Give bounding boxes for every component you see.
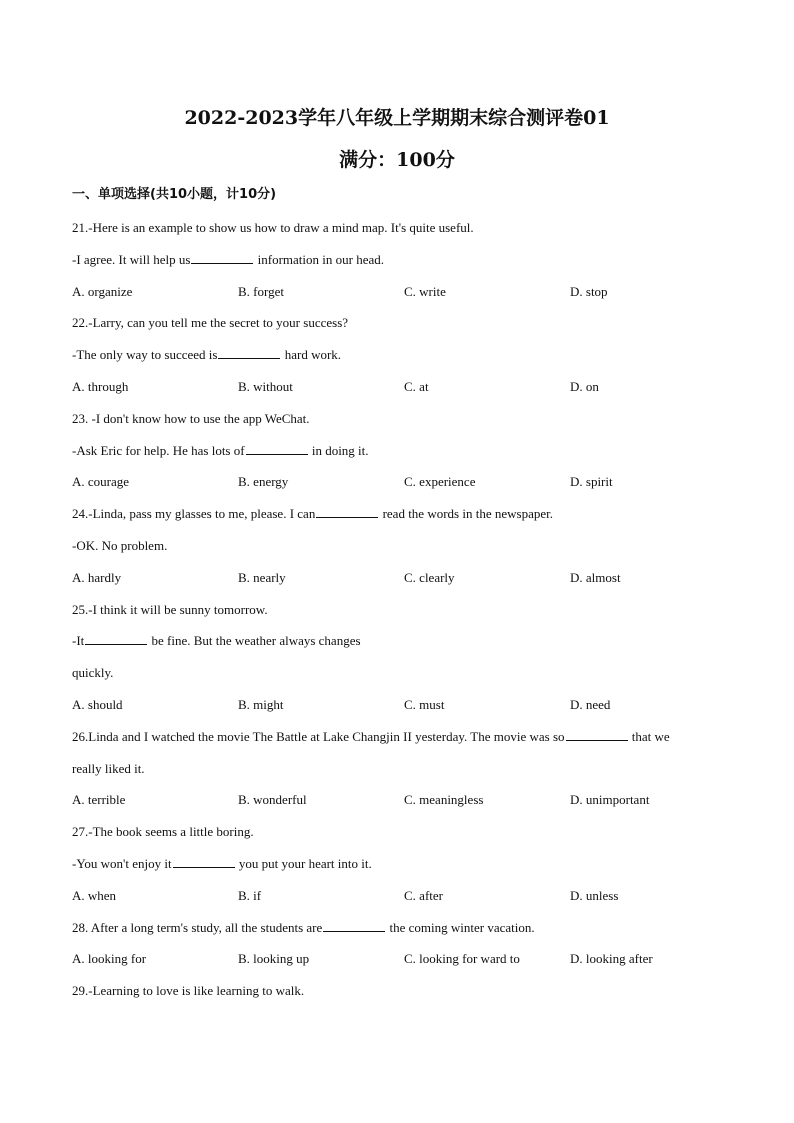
answer-option: B. forget (238, 283, 284, 299)
answer-option: B. if (238, 887, 262, 903)
answer-option: D. unless (570, 887, 619, 903)
answer-option: D. almost (570, 569, 621, 585)
answer-blank (323, 919, 385, 932)
answer-option: C. at (404, 379, 429, 394)
answer-blank (191, 251, 253, 264)
question-text: 28. After a long term's study, all the students are (72, 919, 323, 935)
answer-option: D. stop (570, 283, 608, 299)
answer-option: A. hardly (72, 569, 122, 585)
section-heading: 一、单项选择(共10小题，计10分) (72, 187, 277, 202)
answer-option: B. looking up (238, 951, 310, 967)
question-line (72, 855, 372, 873)
answer-option: B. nearly (238, 569, 286, 585)
question-line (72, 537, 167, 555)
question-text: quickly. (72, 665, 114, 681)
question-line (72, 442, 369, 460)
question-line (72, 601, 268, 619)
exam-title: 2022-2023学年八年级上学期期末综合测评卷01 (184, 107, 610, 129)
answer-option: D. unimportant (570, 792, 650, 808)
question-line (72, 632, 361, 650)
question-text: -Ask Eric for help. He has lots of (72, 442, 245, 458)
answer-blank (566, 728, 628, 741)
answer-option: D. looking after (570, 951, 653, 967)
question-line (72, 314, 348, 332)
answer-option: A. terrible (72, 792, 126, 808)
question-text: read the words in the newspaper. (379, 506, 553, 522)
answer-option: A. should (72, 697, 123, 712)
answer-option: D. on (570, 379, 599, 394)
question-line (72, 919, 535, 937)
question-line (72, 505, 553, 523)
question-text: really liked it. (72, 760, 145, 776)
answer-blank (246, 442, 308, 455)
answer-option: C. experience (404, 474, 476, 490)
answer-option: C. write (404, 283, 446, 299)
question-text: 22.-Larry, can you tell me the secret to your success? (72, 315, 349, 331)
question-text: 27.-The book seems a little boring. (72, 824, 254, 840)
question-text: hard work. (281, 347, 342, 363)
question-text: 24.-Linda, pass my glasses to me, please. I can (72, 506, 316, 522)
question-text: -You won't enjoy it (72, 856, 172, 871)
question-text: -It (72, 633, 85, 649)
question-line (72, 760, 145, 778)
answer-option: A. when (72, 887, 117, 903)
answer-option: C. must (404, 697, 445, 712)
question-line (72, 346, 341, 364)
question-text: 21.-Here is an example to show us how to draw a mind map. It's quite useful. (72, 220, 474, 235)
question-text: in doing it. (308, 442, 369, 458)
question-line (72, 251, 384, 269)
answer-option: C. looking for ward to (404, 951, 520, 967)
answer-option: C. clearly (404, 569, 455, 585)
question-text: you put your heart into it. (235, 856, 372, 871)
question-text: 25.-I think it will be sunny tomorrow. (72, 601, 268, 617)
question-text: 29.-Learning to love is like learning to walk. (72, 983, 305, 999)
answer-blank (316, 505, 378, 518)
answer-blank (173, 855, 235, 868)
question-line (72, 823, 254, 841)
question-text: -The only way to succeed is (72, 347, 218, 363)
answer-option: B. without (238, 379, 293, 394)
question-text: be fine. But the weather always changes (148, 633, 361, 649)
question-line (72, 410, 310, 428)
exam-score: 满分：100分 (339, 149, 455, 171)
question-line (72, 728, 670, 746)
answer-option: D. need (570, 697, 611, 712)
answer-option: A. looking for (72, 951, 147, 967)
answer-option: A. through (72, 379, 129, 394)
answer-option: C. meaningless (404, 792, 484, 808)
question-text: the coming winter vacation. (386, 919, 535, 935)
question-text: 26.Linda and I watched the movie The Battle at Lake Changjin II yesterday. The movie was so (72, 728, 565, 744)
question-line (72, 664, 113, 682)
answer-blank (85, 632, 147, 645)
answer-option: A. organize (72, 283, 133, 299)
question-text: information in our head. (254, 251, 385, 267)
question-line (72, 219, 474, 237)
question-text: 23. -I don't know how to use the app WeChat. (72, 410, 310, 426)
answer-option: B. energy (238, 474, 289, 490)
answer-option: B. might (238, 697, 284, 712)
question-text: -OK. No problem. (72, 538, 168, 553)
answer-option: A. courage (72, 474, 130, 490)
answer-option: D. spirit (570, 474, 613, 490)
question-text: that we (628, 728, 670, 744)
question-line (72, 982, 304, 1000)
answer-option: B. wonderful (238, 792, 307, 808)
answer-option: C. after (404, 887, 443, 903)
question-text: -I agree. It will help us (72, 251, 191, 267)
answer-blank (218, 346, 280, 359)
